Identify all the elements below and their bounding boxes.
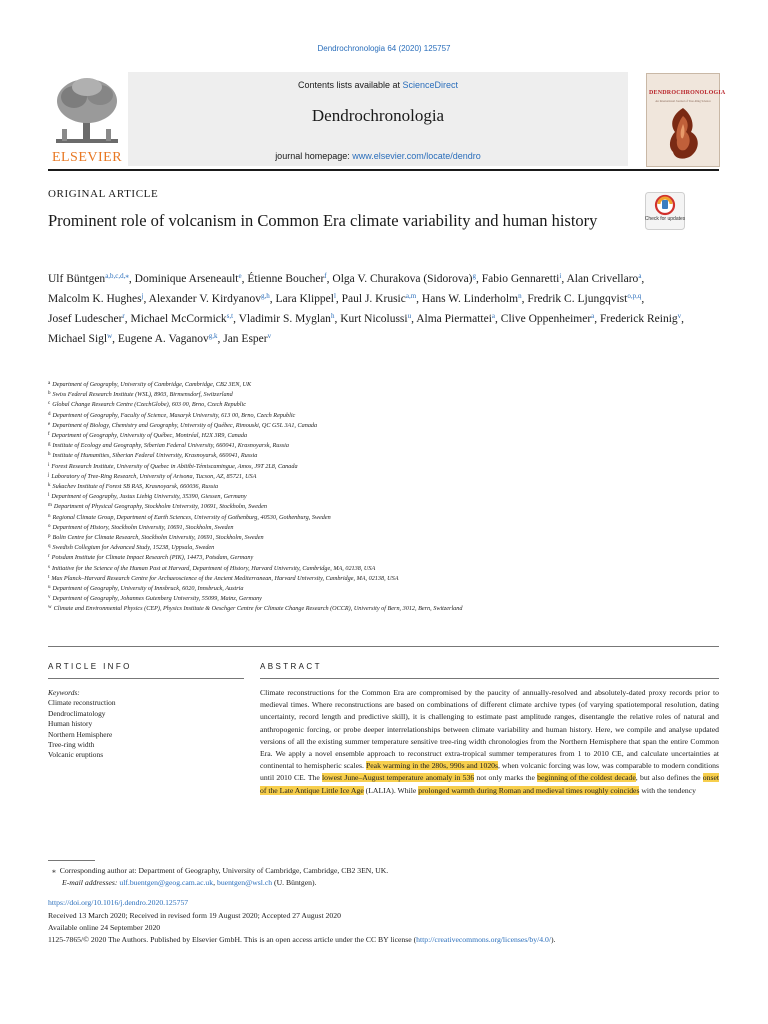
cover-subtitle: An International Journal of Tree-Ring Science [655,99,711,103]
author-affiliation-marks[interactable]: u [407,312,412,320]
affiliation-key: c [48,401,51,407]
affiliation [48,420,728,430]
footnote-marker: ⁎ [52,866,56,875]
homepage-label: journal homepage: [275,151,353,161]
author-affiliation-marks[interactable]: i [559,272,562,280]
corresponding-author-line [52,865,712,877]
article-title: Prominent role of volcanism in Common Era climate variability and human history [48,211,598,230]
affiliation-text: Climate and Environmental Physics (CEP), Physics Institute & Oeschger Centre for Climate Change Research (OCCR), University of Bern, 3012, Bern, Switzerland [53,605,463,613]
highlighted-text: Peak warming in the 280s, 990s and 1020s [365,761,499,771]
author-affiliation-marks[interactable]: o,p,q [627,292,642,300]
article-info-rule [48,678,244,679]
affiliation-text: Initiative for the Science of the Human Past at Harvard, Department of History, Harvard University, Cambridge, MA, 02138, USA [51,564,376,572]
author-name: Frederick Reinig [600,313,678,325]
affiliation-text: Laboratory of Tree-Ring Research, University of Arisona, Tucson, AZ, 85721, USA [51,472,257,480]
publication-dates [48,910,728,946]
author[interactable] [332,273,476,285]
affiliation [48,532,728,542]
author-name: Eugene A. Vaganov [117,333,209,345]
author[interactable] [340,313,411,325]
available-online: Available online 24 September 2020 [48,923,161,932]
affiliation-text: Department of Geography, University of Innsbruck, 6020, Innsbruck, Austria [52,585,244,593]
journal-name: Dendrochronologia [311,106,445,125]
affiliation-key: e [48,421,51,427]
affiliation-key: u [48,585,51,591]
affiliation-text: Institute of Ecology and Geography, Siberian Federal University, 660041, Krasnoyarsk, Russia [52,442,289,450]
highlighted-text: onset of the Late Antique Little Ice Age [260,773,720,795]
affiliation [48,471,728,481]
author-affiliation-marks[interactable]: j [141,292,144,300]
article-type: ORIGINAL ARTICLE [48,188,159,200]
license-link[interactable]: http://creativecommons.org/licenses/by/4.0/ [416,935,551,944]
article-info-heading: ARTICLE INFO [48,662,132,671]
keyword: Human history [48,719,93,729]
author-name: Michael Sigl [48,333,108,345]
affiliation-text: Swedish Collegium for Advanced Study, 15238, Uppsala, Sweden [52,544,215,552]
author[interactable] [600,313,681,325]
affiliation-text: Institute of Humanities, Siberian Federal University, Krasnoyarsk, 660041, Russia [52,452,258,460]
abstract-heading: ABSTRACT [260,662,322,671]
affiliation [48,552,728,562]
affiliation-text: Forest Research Institute, University of Quebec in Abitibi-Témiscamingue, Amos, J9T 2L8, Canada [51,462,298,470]
affiliation [48,379,728,389]
author[interactable] [527,293,641,305]
affiliation-text: Sukachev Institute of Forest SB RAS, Krasnoyarsk, 660036, Russia [52,483,219,491]
affiliation-key: w [48,605,52,611]
author-affiliation-marks[interactable]: h [330,312,335,320]
author[interactable] [223,333,271,345]
journal-cover-thumbnail[interactable] [646,73,726,167]
affiliation [48,542,728,552]
author[interactable] [48,333,112,345]
affiliation-key: s [48,564,50,570]
corresponding-author-footnote [52,865,712,889]
affiliation-key: t [48,574,50,580]
email-line [52,877,712,889]
author-affiliation-marks[interactable]: a,m [405,292,417,300]
affiliation-key: v [48,595,51,601]
affiliation [48,512,728,522]
author[interactable] [48,313,125,325]
author[interactable] [48,293,144,305]
author[interactable] [247,273,326,285]
author-affiliation-marks[interactable]: v [267,332,272,340]
author-name: Paul J. Krusic [341,293,406,305]
author-affiliation-marks[interactable]: v [677,312,682,320]
affiliation [48,491,728,501]
author-affiliation-marks[interactable]: n [518,292,522,300]
abstract-segment: with the tendency [639,785,697,795]
affiliation-text: Department of History, Stockholm University, 10691, Stockholm, Sweden [52,523,234,531]
author[interactable] [131,313,234,325]
author-affiliation-marks[interactable]: f [324,272,327,280]
affiliation [48,410,728,420]
check-for-updates-button[interactable] [645,192,685,230]
affiliation-text: Global Change Research Centre (CzechGlobe), 603 00, Brno, Czech Republic [52,401,246,409]
affiliation-text: Department of Geography, University of Québec, Montréal, H2X 3R9, Canada [51,432,248,440]
keyword: Northern Hemisphere [48,729,113,739]
affiliation-key: r [48,554,50,560]
author-name: Malcolm K. Hughes [48,293,142,305]
affiliation-text: Department of Geography, Johannes Gutenberg University, 55099, Mainz, Germany [52,595,262,603]
affiliation [48,593,728,603]
affiliation [48,563,728,573]
author[interactable] [422,293,522,305]
affiliation-key: n [48,513,51,519]
author-name: Lara Klippel [275,293,334,305]
author-affiliation-marks[interactable]: a,b,c,d,⁎ [105,272,129,280]
affiliation-text: Department of Geography, Faculty of Science, Masaryk University, 613 00, Brno, Czech Republic [52,411,296,419]
affiliation [48,389,728,399]
publisher-wordmark: ELSEVIER [51,150,123,165]
check-updates-label: Check for updates [645,216,685,222]
affiliation-text: Department of Geography, University of Cambridge, Cambridge, CB2 3EN, UK [52,381,252,388]
abstract-segment: Climate reconstructions for the Common Era are compromised by the paucity of annually-resolved and absolutely-dated proxy records prior to medieval times. Where reconstructions are based on combinations of different climate archive types (of varying spatiotemporal resolution, dating uncertainty, record length and predictive skill), it is challenging to estimate past amplitude ranges, disentangle the relative roles of natural and anthropogenic forcing, or probe deeper interrelationships between climate variability and human history. Here, we compile and analyse updated versions of all the existing summer temperature sensitive tree-ring width chronologies from the Northern Hemisphere that span the entire Common Era. We apply a novel ensemble approach to reconstruct extra-tropical summer temperatures from 1 to 2010 CE, and calculate uncertainties at continental to hemispheric scales. [260,688,719,771]
cover-tree-ring-image [661,106,705,162]
abstract-rule [260,678,719,679]
affiliation-text: Potsdam Institute for Climate Impact Research (PIK), 14473, Potsdam, Germany [51,554,254,562]
affiliation-key: m [48,503,52,509]
abstract-text [260,687,719,797]
contents-line [128,80,628,90]
keyword: Dendroclimatology [48,708,106,718]
author-affiliation-marks[interactable]: g [472,272,477,280]
affiliation [48,583,728,593]
author-name: Alan Crivellaro [566,273,639,285]
affiliation [48,461,728,471]
affiliation-key: a [48,381,51,386]
corresponding-author-text: Corresponding author at: Department of Geography, University of Cambridge, Cambridge, CB2 3EN, UK. [59,866,389,875]
affiliation-key: l [48,493,50,499]
author[interactable] [566,273,641,285]
highlighted-text: prolonged warmth during Roman and medieval times roughly coincides [418,785,640,795]
email-suffix: (U. Büntgen). [272,878,317,887]
doi-link[interactable]: https://doi.org/10.1016/j.dendro.2020.125757 [48,898,189,907]
affiliation-key: p [48,534,51,540]
affiliation [48,603,728,613]
author-name: Kurt Nicolussi [340,313,408,325]
author[interactable] [501,313,595,325]
author-name: Étienne Boucher [247,273,325,285]
author-affiliation-marks[interactable]: s,t [226,312,234,320]
affiliation [48,573,728,583]
author[interactable] [276,293,336,305]
author-name: Michael McCormick [130,313,227,325]
header-rule [48,169,719,171]
footnote-rule [48,860,95,861]
abstract-segment: , but also defines the [635,773,703,783]
keywords-block [48,688,244,761]
email-link-2[interactable]: buentgen@wsl.ch [216,878,273,887]
affiliation-key: q [48,544,51,550]
author-affiliation-marks[interactable]: w [107,332,113,340]
journal-reference[interactable]: Dendrochronologia 64 (2020) 125757 [317,44,451,53]
affiliation [48,430,728,440]
author-name: Olga V. Churakova (Sidorova) [332,273,473,285]
highlighted-text: lowest June–August temperature anomaly in 536 [322,773,475,783]
abstract-segment: not only marks the [474,773,538,783]
author-affiliation-marks[interactable]: g,k [208,332,218,340]
affiliation-text: Department of Biology, Chemistry and Geography, University of Québec, Rimouski, QC G5L 3A1, Canada [52,421,318,429]
affiliation-key: k [48,483,51,489]
author-affiliation-marks[interactable]: a [638,272,642,280]
author[interactable] [118,333,218,345]
keywords-label: Keywords: [48,688,80,697]
author[interactable] [239,313,335,325]
sciencedirect-link[interactable]: ScienceDirect [402,80,459,90]
homepage-link[interactable]: www.elsevier.com/locate/dendro [352,151,481,161]
received-dates: Received 13 March 2020; Received in revised form 19 August 2020; Accepted 27 August 2020 [48,911,341,920]
author-affiliation-marks[interactable]: e [238,272,242,280]
author[interactable] [482,273,562,285]
cover-title: DENDROCHRONOLOGIA [649,90,726,96]
abstract-segment: (LALIA). While [363,785,419,795]
affiliation-text: Department of Geography, Justus Liebig University, 35390, Giessen, Germany [51,493,247,501]
author-affiliation-marks[interactable]: g,h [261,292,270,300]
affiliation-text: Department of Physical Geography, Stockholm University, 10691, Stockholm, Sweden [53,503,267,511]
author-list: Ulf Büntgen$^{a,b,c,d,⁎}$, Dominique Arseneault$^e$, Étienne Boucher$^f$, Olga V. Churakova (Sidorova)$^g$, Fabio Gennaretti$^i$, Alan Crivellaro$^a$, Malcolm K. Hughes$^j$, Alexander V. Kirdyanov$^{g,h}$, Lara Klippel$^l$, Paul J. Krusic$^{a,m}$, Hans W. Linderholm$^n$, Fredrik C. Ljungqvist$^{o,p,q}$, Josef Ludescher$^r$, Michael McCormick$^{s,t}$, Vladimir S. Myglan$^h$, Kurt Nicolussi$^u$, Alma Piermattei$^a$, Clive Oppenheimer$^a$, Frederick Reinig$^v$, Michael Sigl$^w$, Eugene A. Vaganov$^{g,k}$, Jan Esper$^v$ [48,272,685,345]
email-label: E-mail addresses: [62,878,118,887]
author-name: Hans W. Linderholm [421,293,519,305]
affiliation [48,440,728,450]
affiliation [48,481,728,491]
author-name: Dominique Arseneault [134,273,239,285]
keyword-list [48,698,244,760]
affiliation [48,399,728,409]
contents-prefix: Contents lists available at [297,80,403,90]
affiliation [48,450,728,460]
license-line [48,934,728,946]
author-name: Fabio Gennaretti [481,273,560,285]
author[interactable] [149,293,270,305]
highlighted-text: beginning of the coldest decade [537,773,636,783]
keyword: Climate reconstruction [48,698,116,708]
section-rule [48,646,719,647]
author-name: Alexander V. Kirdyanov [148,293,261,305]
affiliation-key: f [48,432,50,438]
author[interactable] [48,273,129,285]
license-prefix: 1125-7865/© 2020 The Authors. Published by Elsevier GmbH. This is an open access article under the CC BY license ( [48,935,417,944]
affiliation-key: b [48,391,51,397]
affiliation-key: g [48,442,51,448]
journal-homepage-line [128,151,628,161]
affiliations-list [48,379,728,614]
check-updates-icon [645,192,685,230]
affiliation-key: j [48,472,50,478]
author-affiliation-marks[interactable]: r [122,312,125,320]
author-name: Alma Piermattei [416,313,492,325]
affiliation-key: d [48,411,51,417]
license-suffix: ). [550,935,556,944]
email-separator: , [213,878,217,887]
author-name: Ulf Büntgen [48,273,106,285]
author-name: Vladimir S. Myglan [238,313,331,325]
author-affiliation-marks[interactable]: l [333,292,336,300]
affiliation-key: o [48,523,51,529]
affiliation-text: Regional Climate Group, Department of Earth Sciences, University of Gothenburg, 40530, Gothenburg, Sweden [52,513,331,521]
author[interactable] [135,273,242,285]
author[interactable] [416,313,495,325]
author-name: Josef Ludescher [48,313,123,325]
author[interactable] [342,293,417,305]
email-link-1[interactable]: ulf.buentgen@geog.cam.ac.uk [119,878,214,887]
author-affiliation-marks[interactable]: a [591,312,595,320]
affiliation-key: h [48,452,51,458]
author-affiliation-marks[interactable]: a [491,312,496,320]
author-name: Fredrik C. Ljungqvist [527,293,628,305]
affiliation-text: Max Planck–Harvard Research Centre for Archaeoscience of the Ancient Mediterranean, Harvard University, Cambridge, MA, 02138, USA [51,574,399,582]
keyword: Volcanic eruptions [48,750,104,760]
author-name: Clive Oppenheimer [500,313,592,325]
affiliation-text: Bolin Centre for Climate Research, Stockholm University, 10691, Stockholm, Sweden [52,534,264,542]
affiliation-text: Swiss Federal Research Institute (WSL), 8903, Birmensdorf, Switzerland [52,391,233,399]
affiliation-key: i [48,462,50,468]
abstract-segment: , when volcanic forcing was low, was comparable to modern conditions until 2010 CE. The [260,761,719,783]
affiliation [48,522,728,532]
keyword: Tree-ring width [48,740,95,750]
author-name: Jan Esper [223,333,268,345]
affiliation [48,501,728,511]
